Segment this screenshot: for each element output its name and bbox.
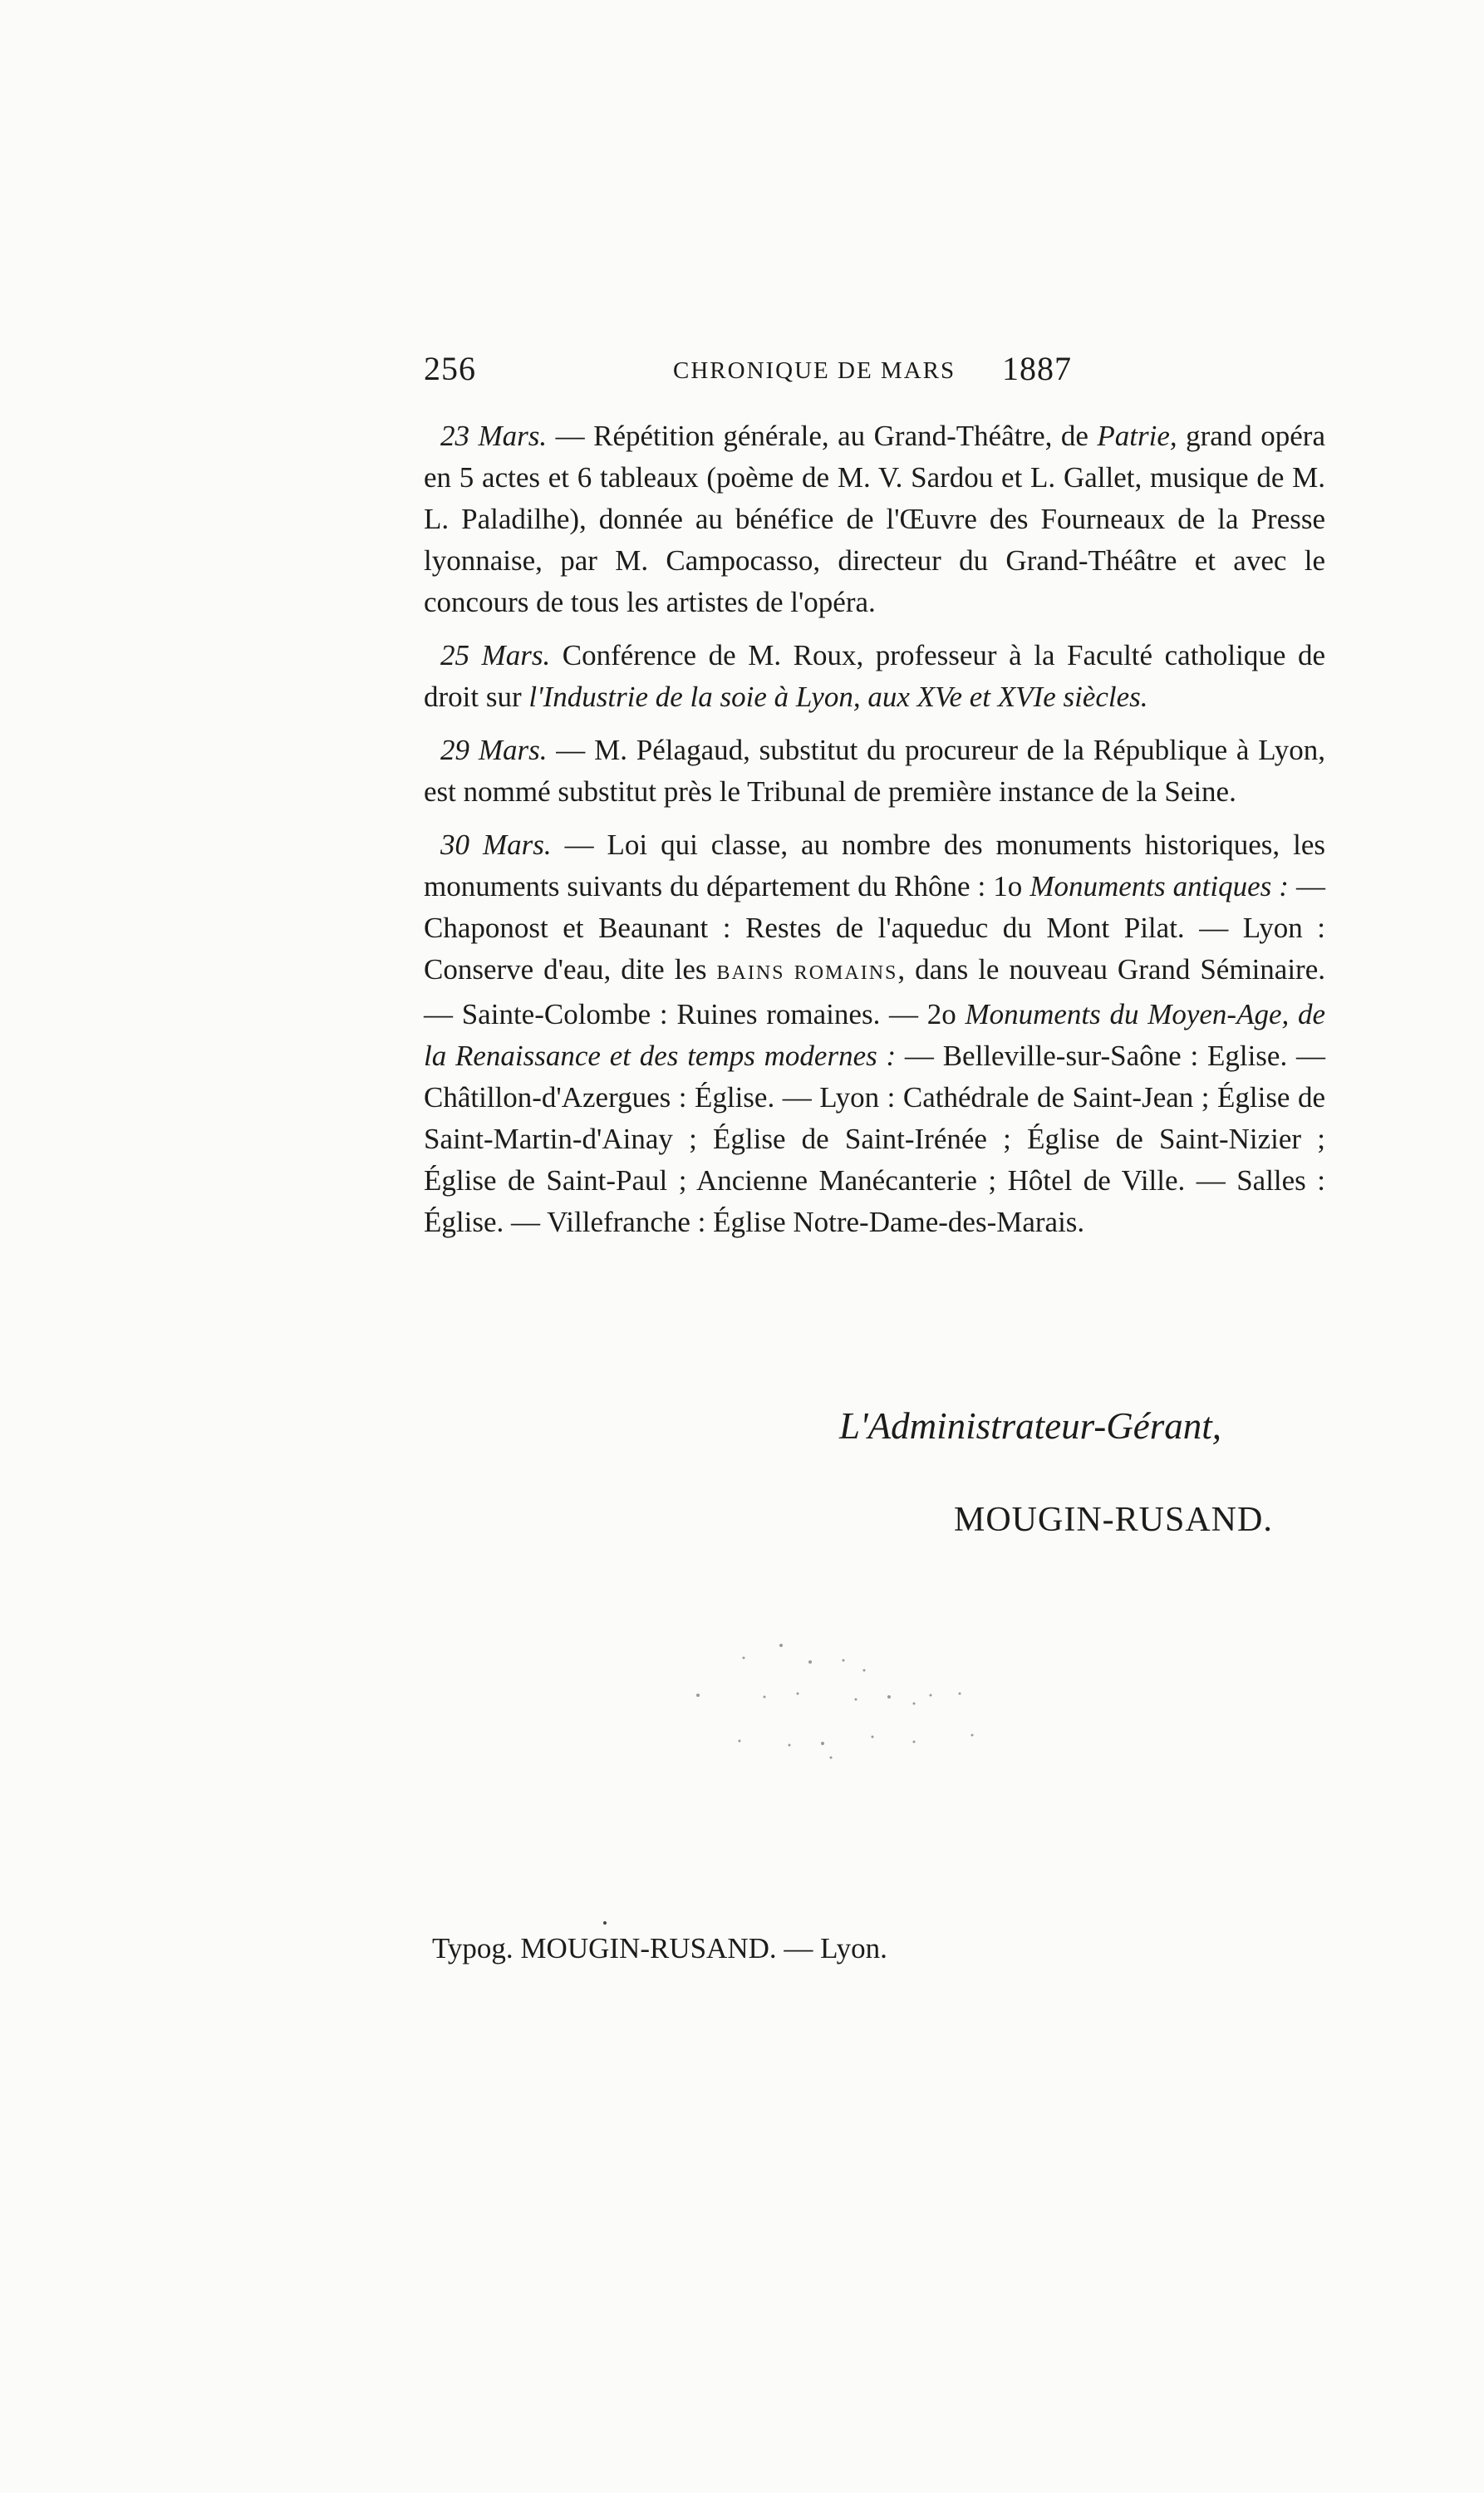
signature-name: MOUGIN-RUSAND. xyxy=(954,1501,1273,1539)
entry-date: 29 Mars. xyxy=(440,734,548,766)
page-number: 256 xyxy=(424,350,476,387)
chronicle-body xyxy=(424,416,1325,1255)
entry-small-caps: BAINS ROMAINS xyxy=(716,962,898,984)
entry-text: , dans le nouveau Grand Séminaire. — Sainte-Colombe : Ruines romaines. — 2o xyxy=(424,953,1325,1030)
separator-dot xyxy=(603,1921,607,1925)
entry-text: — Loi qui classe, au nombre des monuments historiques, les monuments suivants du département du Rhône : 1o xyxy=(424,829,1325,902)
entry-italic-title: Patrie, xyxy=(1097,420,1177,452)
entry-date: 30 Mars. xyxy=(440,829,552,861)
entry-date: 25 Mars. xyxy=(440,639,551,671)
entry-text: — Belleville-sur-Saône : Eglise. — Châtillon-d'Azergues : Église. — Lyon : Cathédrale de Saint-Jean ; Église de Saint-Martin-d'Ainay ; Église de Saint-Irénée ; Église de Saint-Nizier ; Église de Saint-Paul ; Ancienne Manécanterie ; Hôtel de Ville. — Salles : Église. — Villefranche : Église Notre-Dame-des-Marais. xyxy=(424,1040,1325,1238)
entry-italic-heading: Monuments du Moyen-Age, de la Renaissance et des temps modernes : xyxy=(424,998,1326,1072)
page-header xyxy=(424,349,1072,399)
entry-30-mars xyxy=(424,824,1325,1243)
entry-italic-title: l'Industrie de la soie à Lyon, aux XVe et XVIe siècles. xyxy=(528,681,1148,713)
signature-title: L'Administrateur-Gérant, xyxy=(839,1405,1221,1447)
entry-25-mars xyxy=(424,635,1325,718)
entry-date: 23 Mars. xyxy=(440,420,548,452)
bleed-through-specks xyxy=(665,1637,1064,1787)
printer-imprint: Typog. MOUGIN-RUSAND. — Lyon. xyxy=(432,1932,887,1964)
running-title: CHRONIQUE DE MARS xyxy=(673,357,956,384)
entry-text: grand opéra en 5 actes et 6 tableaux (poème de M. V. Sardou et L. Gallet, musique de M. L. Paladilhe), donnée au bénéfice de l'Œuvre des Fourneaux de la Presse lyonnaise, par M. Campocasso, directeur du Grand-Théâtre et avec le concours de tous les artistes de l'opéra. xyxy=(424,420,1325,618)
entry-italic-heading: Monuments antiques : xyxy=(1029,870,1289,902)
entry-text: — M. Pélagaud, substitut du procureur de la République à Lyon, est nommé substitut près le Tribunal de première instance de la Seine. xyxy=(424,734,1325,808)
entry-29-mars xyxy=(424,730,1325,813)
entry-text: Conférence de M. Roux, professeur à la Faculté catholique de droit sur xyxy=(424,639,1325,713)
running-year: 1887 xyxy=(1002,350,1072,387)
entry-text: — Chaponost et Beaunant : Restes de l'aqueduc du Mont Pilat. — Lyon : Conserve d'eau, dite les xyxy=(424,870,1325,986)
entry-text: — Répétition générale, au Grand-Théâtre, de xyxy=(547,420,1098,452)
entry-23-mars xyxy=(424,416,1325,623)
